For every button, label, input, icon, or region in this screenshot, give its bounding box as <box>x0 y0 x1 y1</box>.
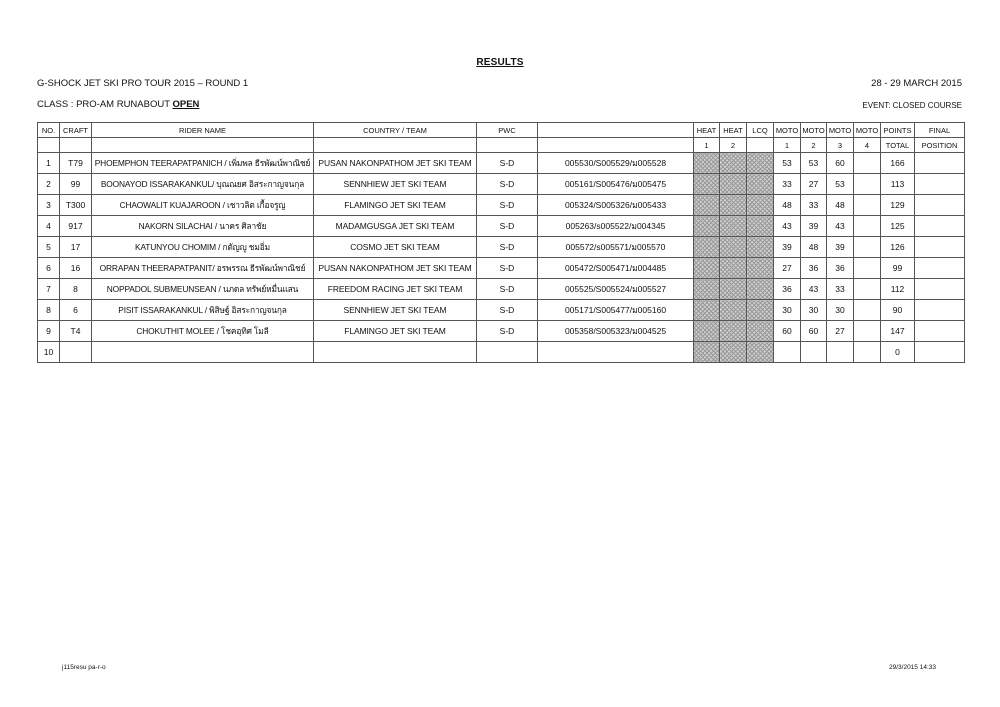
cell-rider: KATUNYOU CHOMIM / กตัญญู ชมอิ่ม <box>92 237 314 258</box>
cell-heat2 <box>720 342 747 363</box>
cell-pwc: S-D <box>477 300 538 321</box>
cell-team: FLAMINGO JET SKI TEAM <box>314 321 477 342</box>
cell-final-position <box>915 195 965 216</box>
cell-moto3: 48 <box>827 195 854 216</box>
cell-team: PUSAN NAKONPATHOM JET SKI TEAM <box>314 258 477 279</box>
cell-final-position <box>915 174 965 195</box>
cell-rider: ORRAPAN THEERAPATPANIT/ อรพรรณ ธีรพัฒน์พาณิชย์ <box>92 258 314 279</box>
cell-rider: CHOKUTHIT MOLEE / โชคอุทิศ โมลี <box>92 321 314 342</box>
cell-moto1: 30 <box>774 300 801 321</box>
col-craft: CRAFT <box>60 123 92 138</box>
cell-points-total: 112 <box>881 279 915 300</box>
cell-heat2 <box>720 153 747 174</box>
cell-serial: 005572/s005571/ม005570 <box>538 237 694 258</box>
class-line <box>37 99 199 110</box>
cell-lcq <box>747 342 774 363</box>
cell-points-total: 90 <box>881 300 915 321</box>
cell-craft: 6 <box>60 300 92 321</box>
col-final: FINAL <box>915 123 965 138</box>
cell-lcq <box>747 153 774 174</box>
cell-lcq <box>747 300 774 321</box>
cell-lcq <box>747 321 774 342</box>
col-craft-sub <box>60 138 92 153</box>
cell-moto1: 53 <box>774 153 801 174</box>
cell-lcq <box>747 258 774 279</box>
cell-heat1 <box>694 195 720 216</box>
cell-moto2: 53 <box>801 153 827 174</box>
cell-no: 7 <box>38 279 60 300</box>
cell-final-position <box>915 300 965 321</box>
cell-moto2: 39 <box>801 216 827 237</box>
cell-team: PUSAN NAKONPATHOM JET SKI TEAM <box>314 153 477 174</box>
cell-final-position <box>915 153 965 174</box>
cell-team: COSMO JET SKI TEAM <box>314 237 477 258</box>
col-rider: RIDER NAME <box>92 123 314 138</box>
cell-points-total: 129 <box>881 195 915 216</box>
cell-moto2: 60 <box>801 321 827 342</box>
col-moto3-sub: 3 <box>827 138 854 153</box>
table-row <box>38 237 965 258</box>
col-heat2: HEAT <box>720 123 747 138</box>
cell-craft: 17 <box>60 237 92 258</box>
col-team: COUNTRY / TEAM <box>314 123 477 138</box>
cell-rider: PISIT ISSARAKANKUL / พิสิษฐ์ อิสระกาญจนกุล <box>92 300 314 321</box>
cell-heat1 <box>694 279 720 300</box>
col-moto3: MOTO <box>827 123 854 138</box>
table-row <box>38 153 965 174</box>
cell-pwc: S-D <box>477 216 538 237</box>
cell-moto4 <box>854 258 881 279</box>
cell-heat1 <box>694 237 720 258</box>
cell-craft: T4 <box>60 321 92 342</box>
cell-points-total: 125 <box>881 216 915 237</box>
cell-craft: T79 <box>60 153 92 174</box>
table-row <box>38 216 965 237</box>
cell-heat1 <box>694 300 720 321</box>
col-no: NO. <box>38 123 60 138</box>
cell-moto3: 39 <box>827 237 854 258</box>
cell-heat2 <box>720 237 747 258</box>
cell-no: 4 <box>38 216 60 237</box>
cell-moto2: 30 <box>801 300 827 321</box>
col-no-sub <box>38 138 60 153</box>
cell-rider: BOONAYOD ISSARAKANKUL/ บุณณยศ อิสระกาญจนกุล <box>92 174 314 195</box>
cell-points-total: 126 <box>881 237 915 258</box>
cell-team: FLAMINGO JET SKI TEAM <box>314 195 477 216</box>
footer-timestamp: 29/3/2015 14:33 <box>889 664 936 671</box>
col-moto2-sub: 2 <box>801 138 827 153</box>
cell-heat1 <box>694 216 720 237</box>
cell-moto3: 43 <box>827 216 854 237</box>
table-row <box>38 300 965 321</box>
cell-heat2 <box>720 174 747 195</box>
col-points: POINTS <box>881 123 915 138</box>
cell-points-total: 99 <box>881 258 915 279</box>
cell-moto4 <box>854 153 881 174</box>
results-body <box>38 153 965 363</box>
table-row <box>38 195 965 216</box>
results-table <box>37 122 965 363</box>
cell-no: 8 <box>38 300 60 321</box>
cell-lcq <box>747 216 774 237</box>
cell-points-total: 166 <box>881 153 915 174</box>
cell-moto2: 27 <box>801 174 827 195</box>
cell-points-total: 0 <box>881 342 915 363</box>
cell-pwc <box>477 342 538 363</box>
class-label: CLASS : PRO-AM RUNABOUT <box>37 99 170 110</box>
cell-pwc: S-D <box>477 279 538 300</box>
cell-final-position <box>915 258 965 279</box>
cell-moto3: 60 <box>827 153 854 174</box>
header-row-top <box>38 123 965 138</box>
cell-heat2 <box>720 195 747 216</box>
cell-no: 3 <box>38 195 60 216</box>
cell-craft: 917 <box>60 216 92 237</box>
cell-heat1 <box>694 321 720 342</box>
class-value: OPEN <box>172 99 200 110</box>
col-heat1: HEAT <box>694 123 720 138</box>
cell-moto3: 53 <box>827 174 854 195</box>
cell-moto3: 27 <box>827 321 854 342</box>
footer-file-id: j115resu pa-r-o <box>62 664 106 671</box>
cell-moto3: 33 <box>827 279 854 300</box>
header-row-bottom <box>38 138 965 153</box>
col-final-sub: POSITION <box>915 138 965 153</box>
col-rider-sub <box>92 138 314 153</box>
cell-lcq <box>747 279 774 300</box>
page-title: RESULTS <box>476 57 524 68</box>
cell-craft: T300 <box>60 195 92 216</box>
cell-rider: NOPPADOL SUBMEUNSEAN / นภดล ทรัพย์หมื่นแสน <box>92 279 314 300</box>
cell-serial: 005171/S005477/ม005160 <box>538 300 694 321</box>
cell-no: 6 <box>38 258 60 279</box>
cell-heat2 <box>720 279 747 300</box>
cell-team: SENNHIEW JET SKI TEAM <box>314 174 477 195</box>
cell-moto4 <box>854 237 881 258</box>
cell-moto2: 33 <box>801 195 827 216</box>
col-points-sub: TOTAL <box>881 138 915 153</box>
cell-pwc: S-D <box>477 153 538 174</box>
cell-heat1 <box>694 258 720 279</box>
cell-rider: NAKORN SILACHAI / นาคร ศิลาชัย <box>92 216 314 237</box>
cell-serial: 005472/S005471/ม004485 <box>538 258 694 279</box>
cell-serial: 005161/S005476/ม005475 <box>538 174 694 195</box>
cell-team: FREEDOM RACING JET SKI TEAM <box>314 279 477 300</box>
cell-moto1: 60 <box>774 321 801 342</box>
cell-heat1 <box>694 153 720 174</box>
col-moto4-sub: 4 <box>854 138 881 153</box>
cell-points-total: 113 <box>881 174 915 195</box>
cell-heat2 <box>720 216 747 237</box>
cell-moto4 <box>854 174 881 195</box>
cell-final-position <box>915 321 965 342</box>
cell-serial: 005324/S005326/ม005433 <box>538 195 694 216</box>
cell-no: 10 <box>38 342 60 363</box>
cell-moto2: 48 <box>801 237 827 258</box>
cell-moto4 <box>854 216 881 237</box>
event-type: EVENT: CLOSED COURSE <box>862 101 962 110</box>
cell-team: MADAMGUSGA JET SKI TEAM <box>314 216 477 237</box>
cell-no: 5 <box>38 237 60 258</box>
cell-serial: 005530/S005529/ม005528 <box>538 153 694 174</box>
cell-final-position <box>915 216 965 237</box>
cell-craft <box>60 342 92 363</box>
col-serial <box>538 123 694 138</box>
cell-final-position <box>915 237 965 258</box>
cell-moto4 <box>854 300 881 321</box>
col-serial-sub <box>538 138 694 153</box>
col-team-sub <box>314 138 477 153</box>
event-date: 28 - 29 MARCH 2015 <box>871 78 962 89</box>
cell-heat2 <box>720 258 747 279</box>
cell-heat1 <box>694 342 720 363</box>
cell-pwc: S-D <box>477 321 538 342</box>
cell-points-total: 147 <box>881 321 915 342</box>
cell-craft: 99 <box>60 174 92 195</box>
cell-heat2 <box>720 300 747 321</box>
event-title: G-SHOCK JET SKI PRO TOUR 2015 – ROUND 1 <box>37 78 249 89</box>
col-lcq-sub <box>747 138 774 153</box>
col-pwc: PWC <box>477 123 538 138</box>
cell-pwc: S-D <box>477 237 538 258</box>
cell-moto4 <box>854 321 881 342</box>
cell-serial <box>538 342 694 363</box>
cell-serial: 005358/S005323/ม004525 <box>538 321 694 342</box>
cell-moto1 <box>774 342 801 363</box>
cell-moto3: 30 <box>827 300 854 321</box>
cell-moto1: 36 <box>774 279 801 300</box>
col-moto2: MOTO <box>801 123 827 138</box>
cell-moto4 <box>854 195 881 216</box>
cell-craft: 8 <box>60 279 92 300</box>
cell-moto3: 36 <box>827 258 854 279</box>
cell-no: 1 <box>38 153 60 174</box>
cell-final-position <box>915 342 965 363</box>
cell-no: 9 <box>38 321 60 342</box>
cell-moto3 <box>827 342 854 363</box>
table-row <box>38 174 965 195</box>
cell-moto1: 33 <box>774 174 801 195</box>
table-row <box>38 258 965 279</box>
cell-rider: CHAOWALIT KUAJAROON / เชาวลิต เกื้อจรูญ <box>92 195 314 216</box>
cell-heat1 <box>694 174 720 195</box>
cell-moto4 <box>854 342 881 363</box>
cell-moto1: 43 <box>774 216 801 237</box>
cell-serial: 005263/s005522/ม004345 <box>538 216 694 237</box>
cell-moto1: 39 <box>774 237 801 258</box>
cell-rider <box>92 342 314 363</box>
col-moto1-sub: 1 <box>774 138 801 153</box>
cell-lcq <box>747 195 774 216</box>
col-heat2-sub: 2 <box>720 138 747 153</box>
cell-moto4 <box>854 279 881 300</box>
cell-pwc: S-D <box>477 195 538 216</box>
cell-moto2: 43 <box>801 279 827 300</box>
cell-final-position <box>915 279 965 300</box>
col-heat1-sub: 1 <box>694 138 720 153</box>
table-row <box>38 321 965 342</box>
cell-pwc: S-D <box>477 174 538 195</box>
col-pwc-sub <box>477 138 538 153</box>
col-moto1: MOTO <box>774 123 801 138</box>
cell-serial: 005525/S005524/ม005527 <box>538 279 694 300</box>
cell-team <box>314 342 477 363</box>
col-moto4: MOTO <box>854 123 881 138</box>
cell-craft: 16 <box>60 258 92 279</box>
cell-heat2 <box>720 321 747 342</box>
cell-moto1: 27 <box>774 258 801 279</box>
cell-pwc: S-D <box>477 258 538 279</box>
col-lcq: LCQ <box>747 123 774 138</box>
cell-moto2 <box>801 342 827 363</box>
cell-team: SENNHIEW JET SKI TEAM <box>314 300 477 321</box>
cell-lcq <box>747 174 774 195</box>
table-row <box>38 279 965 300</box>
cell-lcq <box>747 237 774 258</box>
cell-no: 2 <box>38 174 60 195</box>
cell-moto2: 36 <box>801 258 827 279</box>
cell-moto1: 48 <box>774 195 801 216</box>
table-row <box>38 342 965 363</box>
cell-rider: PHOEMPHON TEERAPATPANICH / เพิ่มพล ธีรพัฒน์พาณิชย์ <box>92 153 314 174</box>
